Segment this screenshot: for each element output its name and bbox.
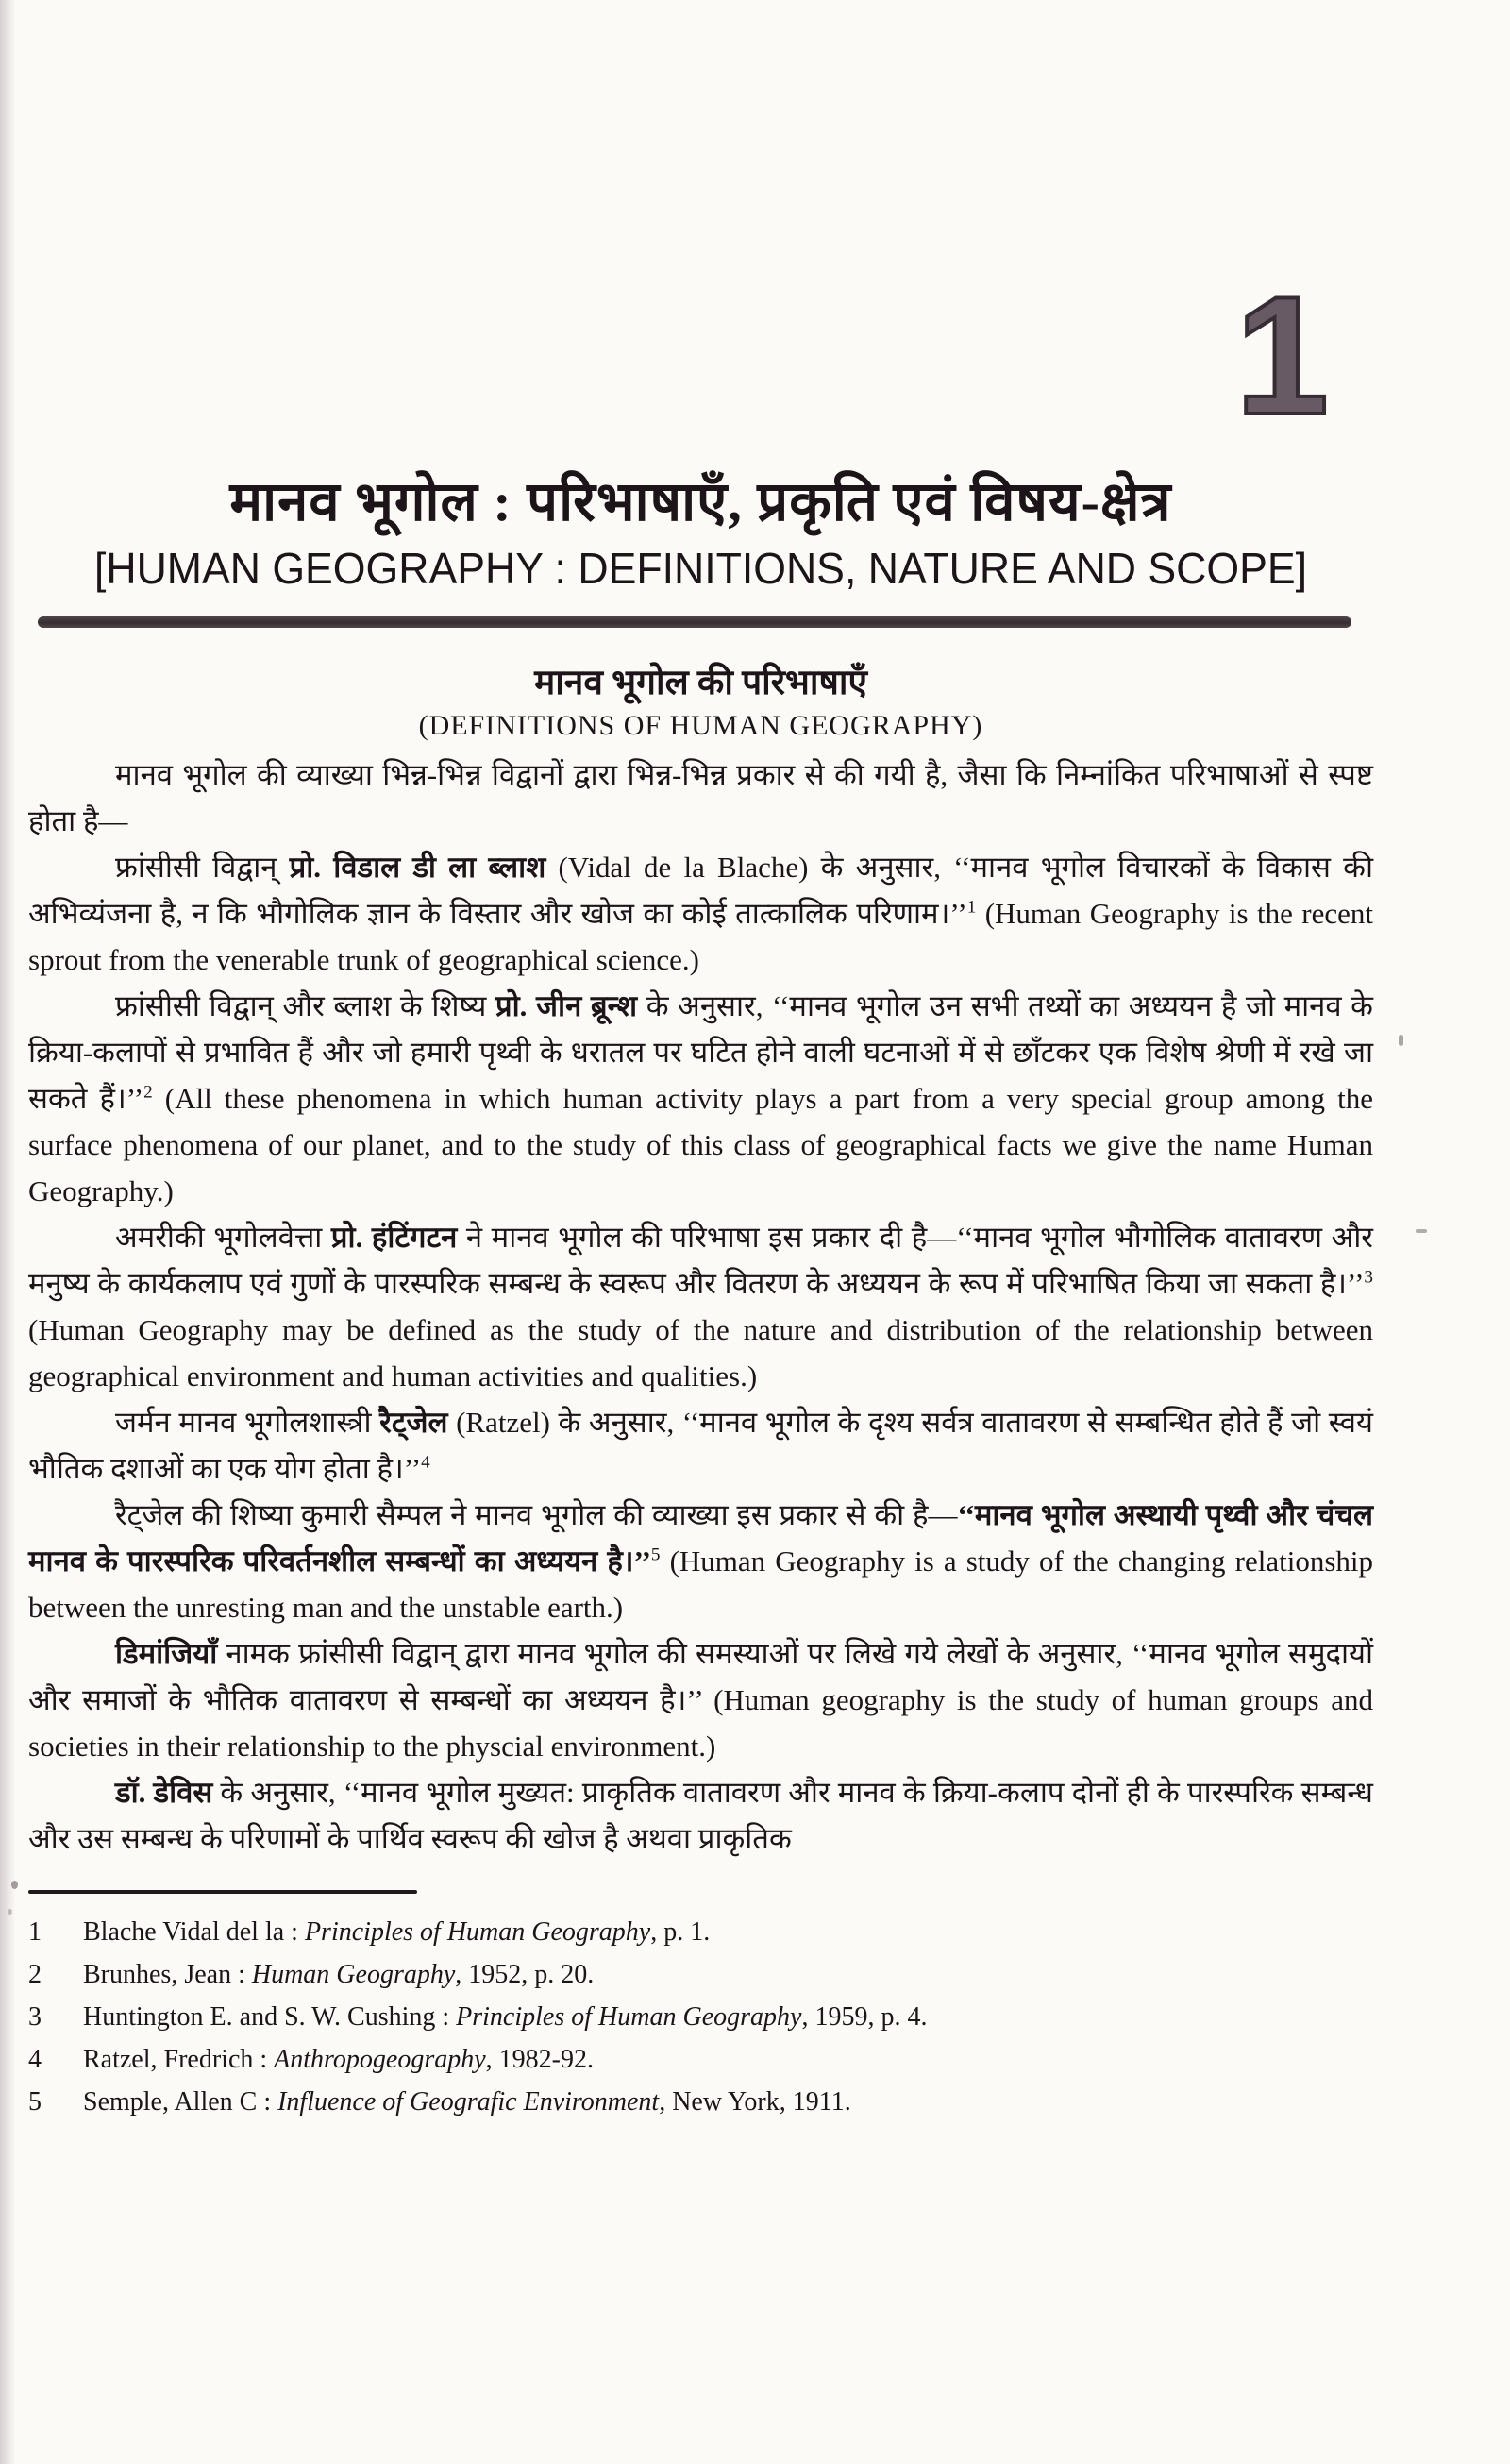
text-segment: (Ratzel) के अनुसार, ‘‘मानव भूगोल के दृश्य सर्वत्र वातावरण से सम्बन्धित होते हैं जो स्वयं भौतिक दशाओं का एक योग होता है।’’ [28,1406,1373,1486]
paragraph [28,1214,1373,1399]
footnote-ref-superscript: 5 [650,1544,661,1565]
footnote-text [83,1953,594,1996]
footnote-text [83,2038,594,2081]
text-segment: (Human Geography is the recent sprout from the venerable trunk of geographical science.) [28,897,1373,977]
text-segment: Semple, Allen C : [83,2087,278,2118]
footnotes-list [28,1911,1373,2123]
text-segment: Human Geography [251,1960,456,1990]
text-segment: डॉ. डेविस [115,1776,213,1810]
footnote-separator-rule [28,1890,417,1894]
text-segment: फ्रांसीसी विद्वान् और ब्लाश के शिष्य [115,989,496,1023]
text-segment: ने मानव भूगोल की परिभाषा इस प्रकार दी है—‘‘मानव भूगोल भौगोलिक वातावरण और मनुष्य के कार्यकलाप एवं गुणों के पारस्परिक सम्बन्ध के स्वरूप और वितरण के अध्ययन के रूप में परिभाषित किया जा सकता है।’’ [28,1221,1373,1301]
text-segment: अमरीकी भूगोलवेत्ता [115,1221,331,1255]
footnote-text [83,1911,710,1953]
text-segment: Principles of Human Geography [304,1917,651,1948]
paragraph [28,844,1373,983]
paragraph [28,983,1373,1214]
footnote-item [28,2081,1373,2123]
text-segment: , 1952, p. 20. [455,1960,595,1990]
text-segment: , p. 1. [650,1917,711,1948]
chapter-number: 1 [1235,262,1325,449]
text-segment: Huntington E. and S. W. Cushing : [83,2002,457,2033]
text-segment: रैट्जेल [379,1406,448,1440]
text-segment: डिमांजियाँ [115,1637,218,1671]
text-segment: Principles of Human Geography [456,2002,802,2033]
scan-speck [1399,1035,1403,1046]
scan-speck [1416,1229,1427,1233]
scan-speck [8,1909,12,1915]
page-content [28,0,1373,2123]
text-segment: प्रो. जीन ब्रून्श [495,989,638,1023]
text-segment: फ्रांसीसी विद्वान् [115,851,290,885]
text-segment: (Vidal de la Blache) के अनुसार, ‘‘मानव भूगोल विचारकों के विकास की अभिव्यंजना है, न कि भौगोलिक ज्ञान के विस्तार और खोज का कोई तात्कालिक परिणाम।’’ [28,851,1374,931]
footnote-ref-superscript: 3 [1364,1267,1373,1288]
scan-speck [11,1881,18,1889]
paragraph [28,1769,1373,1862]
text-segment: , New York, 1911. [659,2087,851,2118]
text-segment: , 1982-92. [485,2045,594,2075]
footnote-item [28,1953,1373,1996]
text-segment: रैट्जेल की शिष्या कुमारी सैम्पल ने मानव भूगोल की व्याख्या इस प्रकार से की है— [115,1498,958,1532]
footnote-text [83,1996,927,2038]
chapter-title-english: [HUMAN GEOGRAPHY : DEFINITIONS, NATURE AND SCOPE] [93,543,1308,593]
footnote-text [83,2081,851,2123]
footnote-number: 4 [28,2045,42,2075]
text-segment: के अनुसार, ‘‘मानव भूगोल मुख्यत: प्राकृतिक वातावरण और मानव के क्रिया-कलाप दोनों ही के पारस्परिक सम्बन्ध और उस सम्बन्ध के परिणामों के पार्थिव स्वरूप की खोज है अथवा प्राकृतिक [28,1776,1373,1856]
title-divider-rule [38,616,1351,628]
page-edge-shadow [0,0,15,2464]
section-heading-hindi: मानव भूगोल की परिभाषाएँ [534,664,867,703]
text-segment: (Human Geography may be defined as the study of the nature and distribution of the relationship between geographical environment and human activities and qualities.) [28,1313,1373,1393]
text-segment: प्रो. विडाल डी ला ब्लाश [289,851,546,885]
text-segment: जर्मन मानव भूगोलशास्त्री [115,1406,380,1440]
text-segment: के अनुसार, ‘‘मानव भूगोल उन सभी तथ्यों का अध्ययन है जो मानव के क्रिया-कलापों से प्रभावित हैं और जो हमारी पृथ्वी के धरातल पर घटित होने वाली घटनाओं में से छाँटकर एक विशेष श्रेणी में रखे जा सकते हैं।’’ [28,989,1373,1116]
text-segment: (Human Geography is a study of the changing relationship between the unresting man and the unstable earth.) [28,1544,1374,1625]
footnote-number: 1 [28,1917,42,1948]
text-segment: Influence of Geografic Environment [277,2087,660,2118]
text-segment: (All these phenomena in which human activity plays a part from a very special group among the surface phenomena of our planet, and to the study of this class of geographical facts we give the name Human Geography.) [28,1082,1373,1208]
footnote-ref-superscript: 4 [421,1452,430,1473]
text-segment: नामक फ्रांसीसी विद्वान् द्वारा मानव भूगोल की समस्याओं पर लिखे गये लेखों के अनुसार, ‘‘मानव भूगोल समुदायों और समाजों के भौतिक वातावरण से सम्बन्धों का अध्ययन है।’’ (Human geography is the study of human groups and societies in their relationship to the physcial environment.) [28,1637,1373,1764]
footnote-number: 2 [28,1960,42,1990]
footnote-number: 5 [28,2087,42,2118]
body-text [28,751,1373,1862]
footnote-item [28,1996,1373,2038]
footnote-ref-superscript: 2 [143,1082,153,1103]
section-heading-english: (DEFINITIONS OF HUMAN GEOGRAPHY) [418,710,983,742]
text-segment: ‘‘मानव भूगोल अस्थायी पृथ्वी और चंचल मानव के पारस्परिक परिवर्तनशील सम्बन्धों का अध्ययन है।’’ [28,1498,1373,1578]
paragraph [28,1399,1373,1492]
text-segment: Brunhes, Jean : [83,1960,252,1990]
footnote-item [28,1911,1373,1953]
text-segment: Anthropogeography [274,2045,486,2075]
paragraph [28,1630,1373,1769]
footnote-ref-superscript: 1 [966,897,977,918]
text-segment: मानव भूगोल की व्याख्या भिन्न-भिन्न विद्वानों द्वारा भिन्न-भिन्न प्रकार से की गयी है, जैसा कि निम्नांकित परिभाषाओं से स्पष्ट होता है— [28,758,1373,838]
text-segment: Blache Vidal del la : [83,1917,305,1948]
chapter-title-hindi: मानव भूगोल : परिभाषाएँ, प्रकृति एवं विषय-क्षेत्र [229,471,1172,532]
footnote-item [28,2038,1373,2081]
paragraph [28,1492,1373,1630]
text-segment: , 1959, p. 4. [801,2002,928,2033]
text-segment: प्रो. हंटिंगटन [330,1221,458,1255]
footnote-number: 3 [28,2002,42,2033]
text-segment: Ratzel, Fredrich : [83,2045,275,2075]
paragraph [28,751,1373,844]
